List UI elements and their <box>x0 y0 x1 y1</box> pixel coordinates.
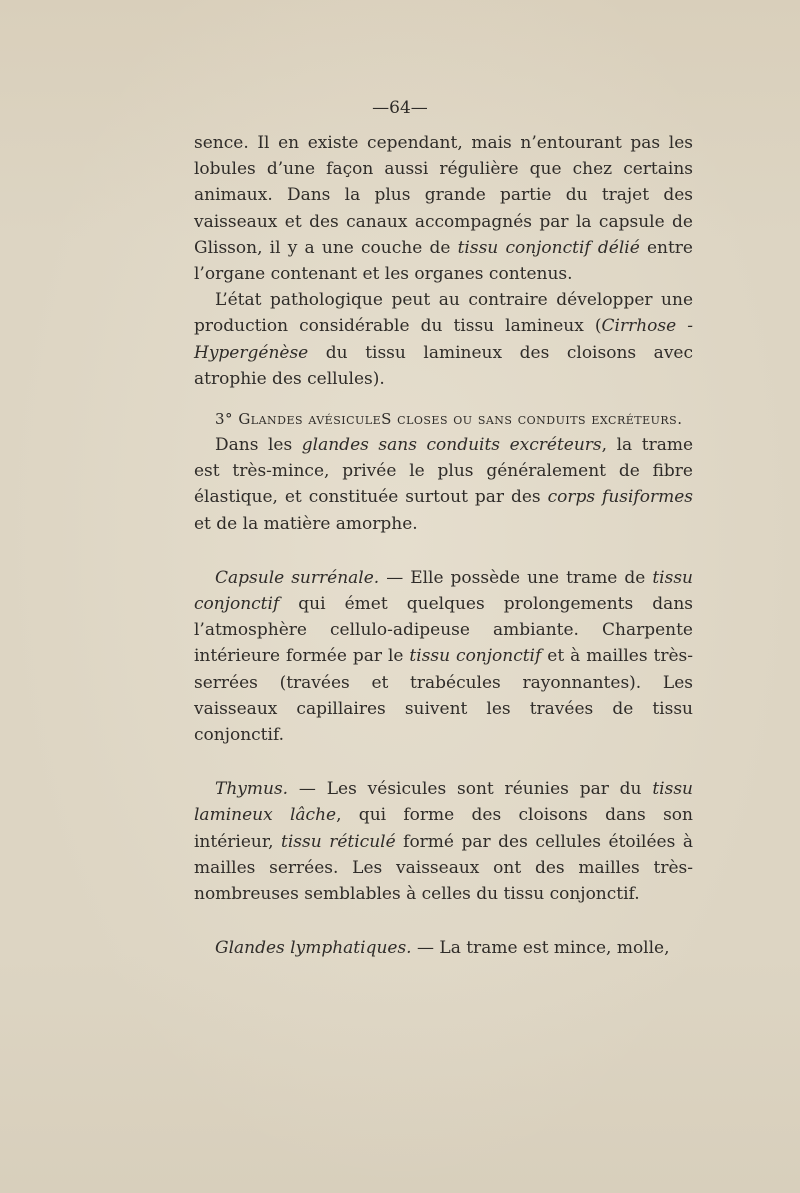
text-run: Dans les <box>215 435 302 456</box>
text-run: du tissu lamineux des cloisons avec atrophie des cellules). <box>194 342 693 389</box>
text-run: sence. Il en existe cependant, mais n’entourant pas les lobules d’une façon aussi régulière que chez certains animaux. Dans la plus grande partie du trajet des vaisseaux et des canaux accompagnés par la capsule de Glisson, il y a une couche de <box>194 133 693 258</box>
italic-run: tissu conjonctif <box>409 646 542 667</box>
text-run: qui émet quelques prolongements dans l’atmosphère cellulo-adipeuse ambiante. Charpente intérieure formée par le <box>194 594 693 667</box>
paragraph <box>194 935 693 961</box>
italic-run: tissu lamineux lâche <box>194 779 693 826</box>
section-number: 3° <box>215 410 234 429</box>
italic-run: tissu conjonctif délié <box>457 237 640 258</box>
text-run: et de la matière amorphe. <box>194 513 418 534</box>
text-run: et à mailles très-serrées (travées et trabécules rayonnantes). Les vaisseaux capillaires suivent les travées de tissu conjonctif. <box>194 646 693 746</box>
paragraph <box>194 432 693 537</box>
italic-run: Thymus. <box>215 779 289 800</box>
paragraph <box>194 565 693 748</box>
paragraph <box>194 287 693 392</box>
text-run: — Les vésicules sont réunies par du <box>288 779 653 800</box>
body-text <box>194 130 693 961</box>
text-run: , la trame est très-mince, privée le plus généralement de fibre élastique, et constituée surtout par des <box>194 435 694 508</box>
italic-run: Capsule surrénale. <box>215 567 380 588</box>
text-run: , qui forme des cloisons dans son intérieur, <box>194 805 693 852</box>
text-run: entre l’organe contenant et les organes contenus. <box>194 237 693 285</box>
text-run: — La trame est mince, molle, <box>411 938 670 959</box>
paragraph <box>194 130 693 287</box>
page-number: —64— <box>372 98 428 118</box>
section-heading <box>194 406 693 432</box>
italic-run: Cirrhose - Hypergénèse <box>194 316 693 363</box>
italic-run: tissu conjonctif <box>194 567 693 615</box>
italic-run: tissu réticulé <box>281 831 396 852</box>
text-run: formé par des cellules étoilées à mailles serrées. Les vaisseaux ont des mailles très-nombreuses semblables à celles du tissu conjonctif. <box>194 831 693 905</box>
paragraph <box>194 776 693 907</box>
text-run: L’état pathologique peut au contraire développer une production considérable du tissu lamineux ( <box>194 290 693 337</box>
italic-run: Glandes lymphatiques. <box>215 938 412 959</box>
italic-run: glandes sans conduits excréteurs <box>301 435 602 456</box>
italic-run: corps fusiformes <box>547 487 693 508</box>
text-run: — Elle possède une trame de <box>379 567 653 588</box>
section-title: Glandes avésiculeS closes ou sans conduits excréteurs. <box>238 410 683 429</box>
